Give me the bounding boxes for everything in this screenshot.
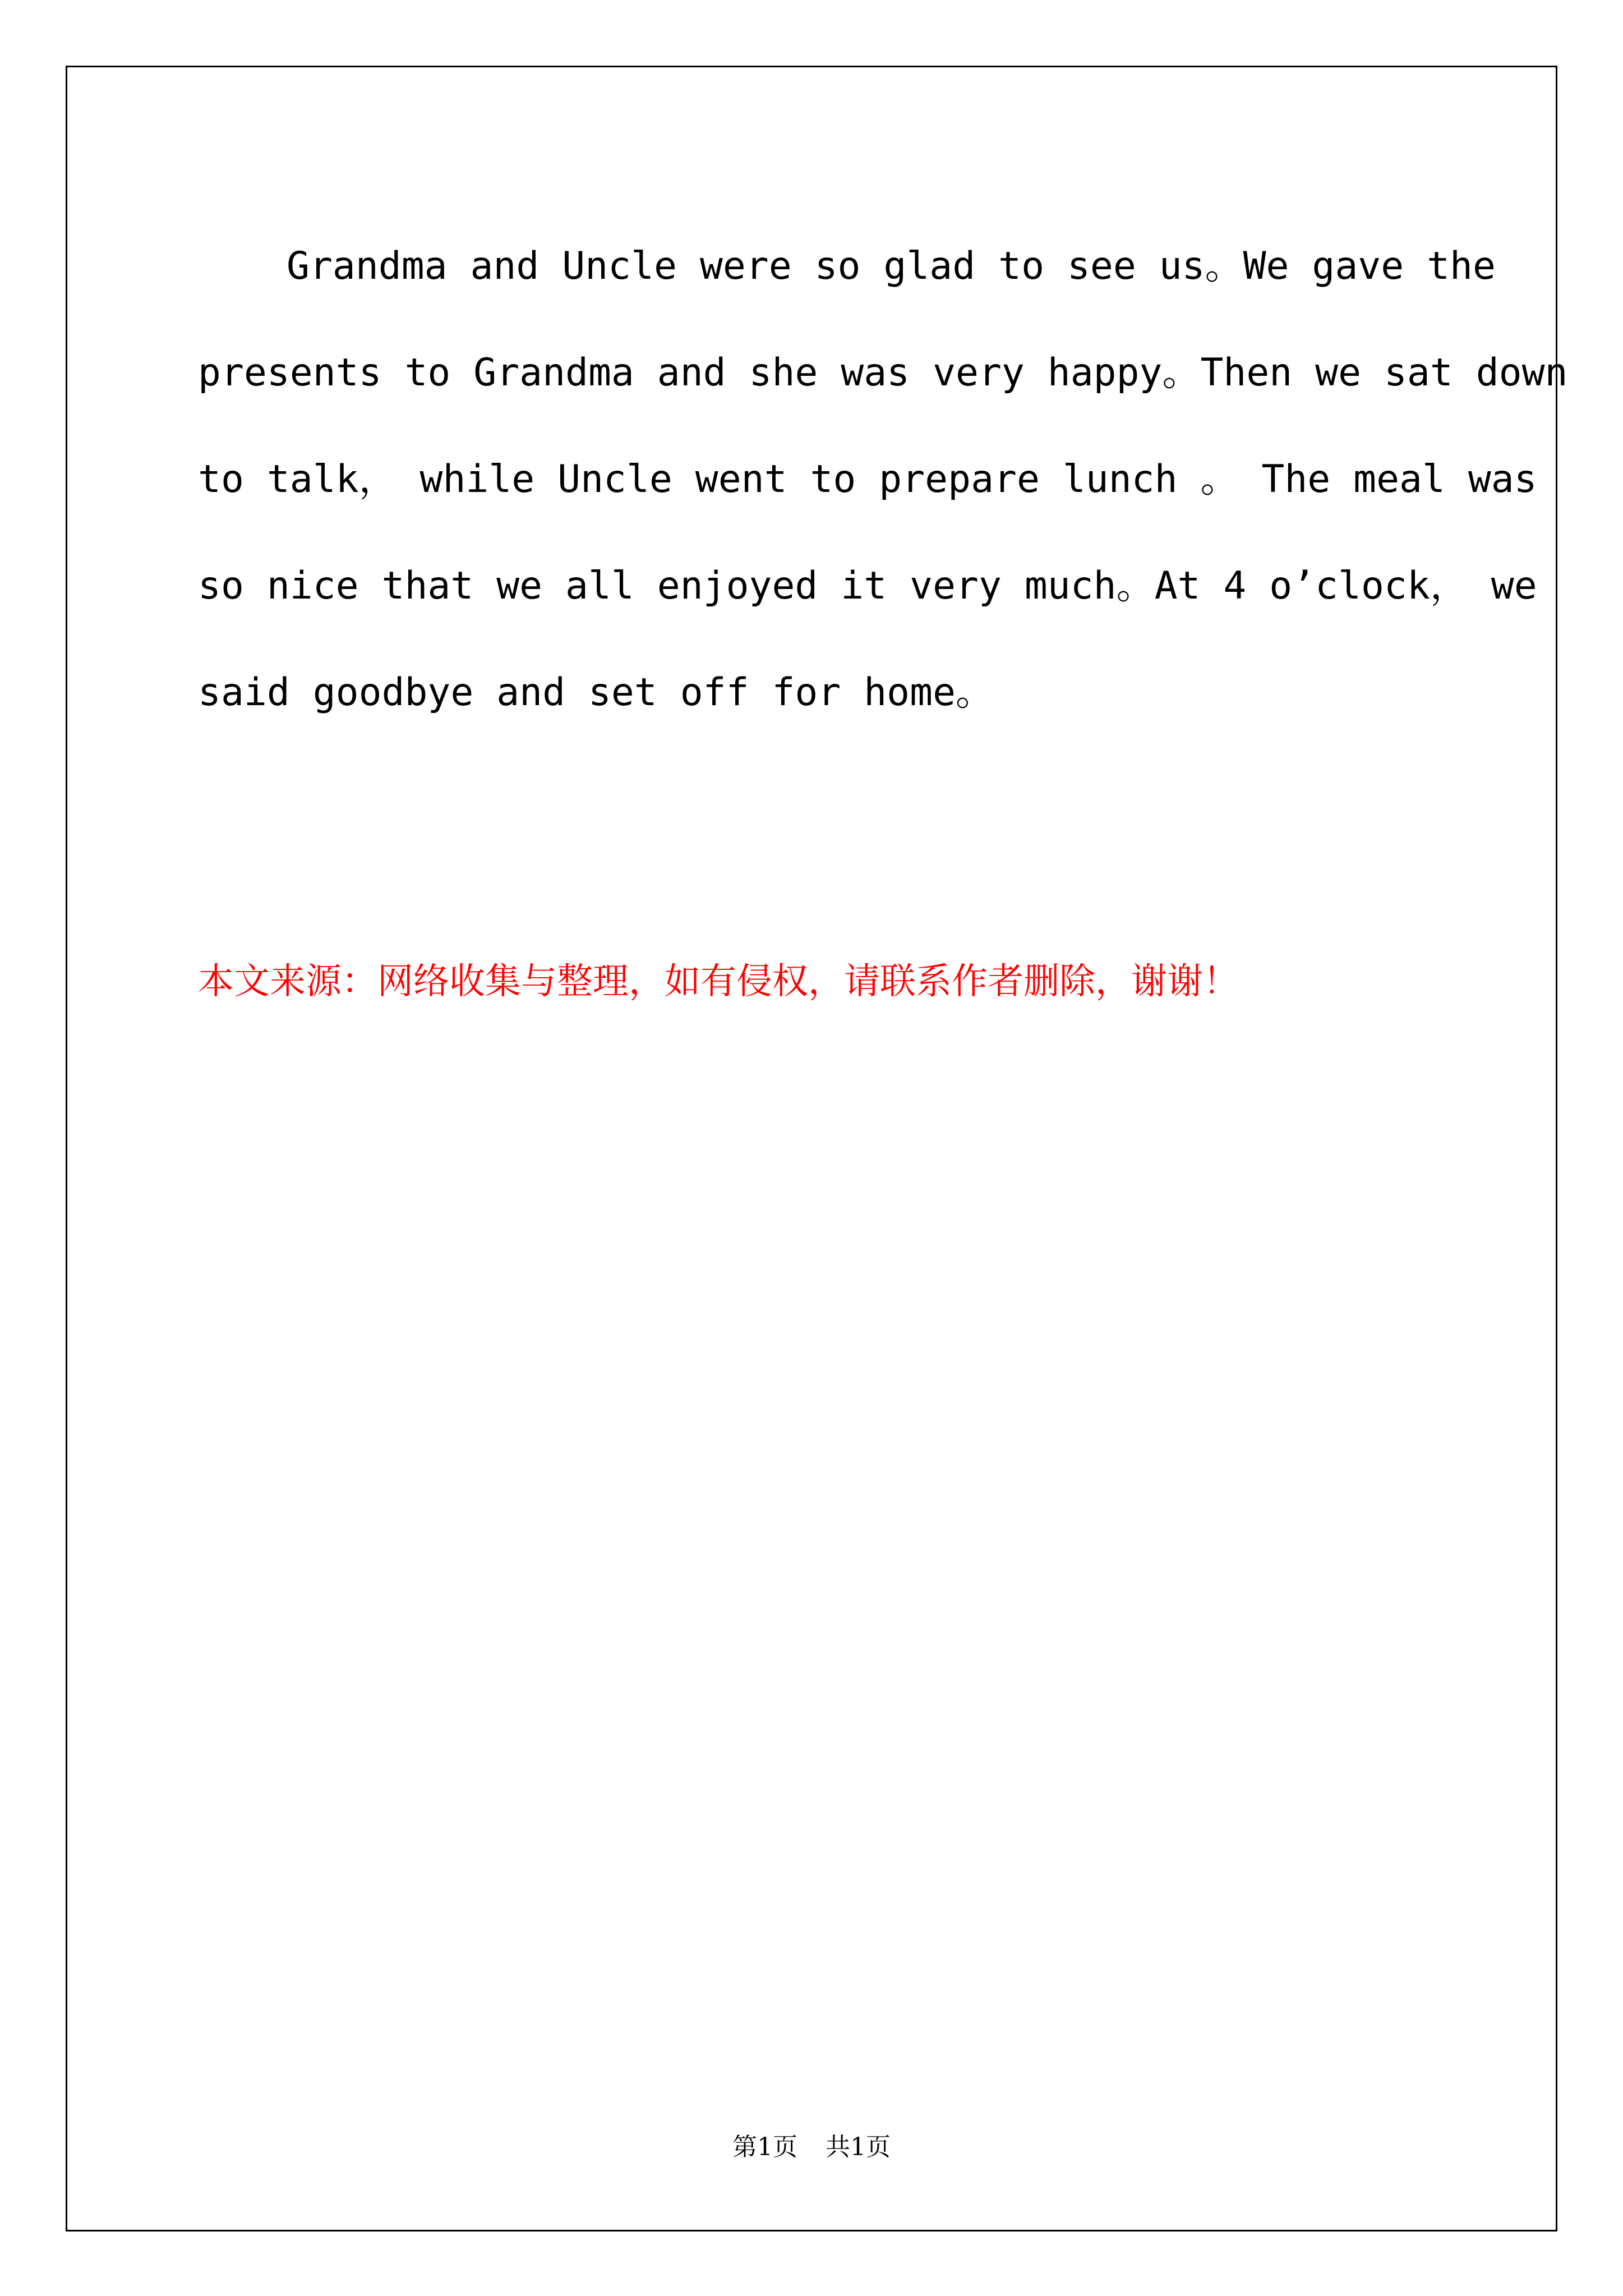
paragraph-line: presents to Grandma and she was very happy。Then we sat down [198,351,1568,395]
paragraph-line: said goodbye and set off for home。 [198,670,994,715]
source-disclaimer: 本文来源：网络收集与整理，如有侵权，请联系作者删除，谢谢！ [198,961,1239,1002]
body-paragraph [198,213,1568,746]
page-footer [0,2131,1623,2164]
page-number-total: 共1页 [826,2133,891,2161]
paragraph-line: so nice that we all enjoyed it very much。At 4 o’clock， we [198,564,1537,608]
paragraph-line: to talk， while Uncle went to prepare lunch 。 The meal was [198,457,1537,501]
paragraph-line: Grandma and Uncle were so glad to see us。We gave the [287,244,1496,288]
page-number-current: 第1页 [732,2133,797,2161]
